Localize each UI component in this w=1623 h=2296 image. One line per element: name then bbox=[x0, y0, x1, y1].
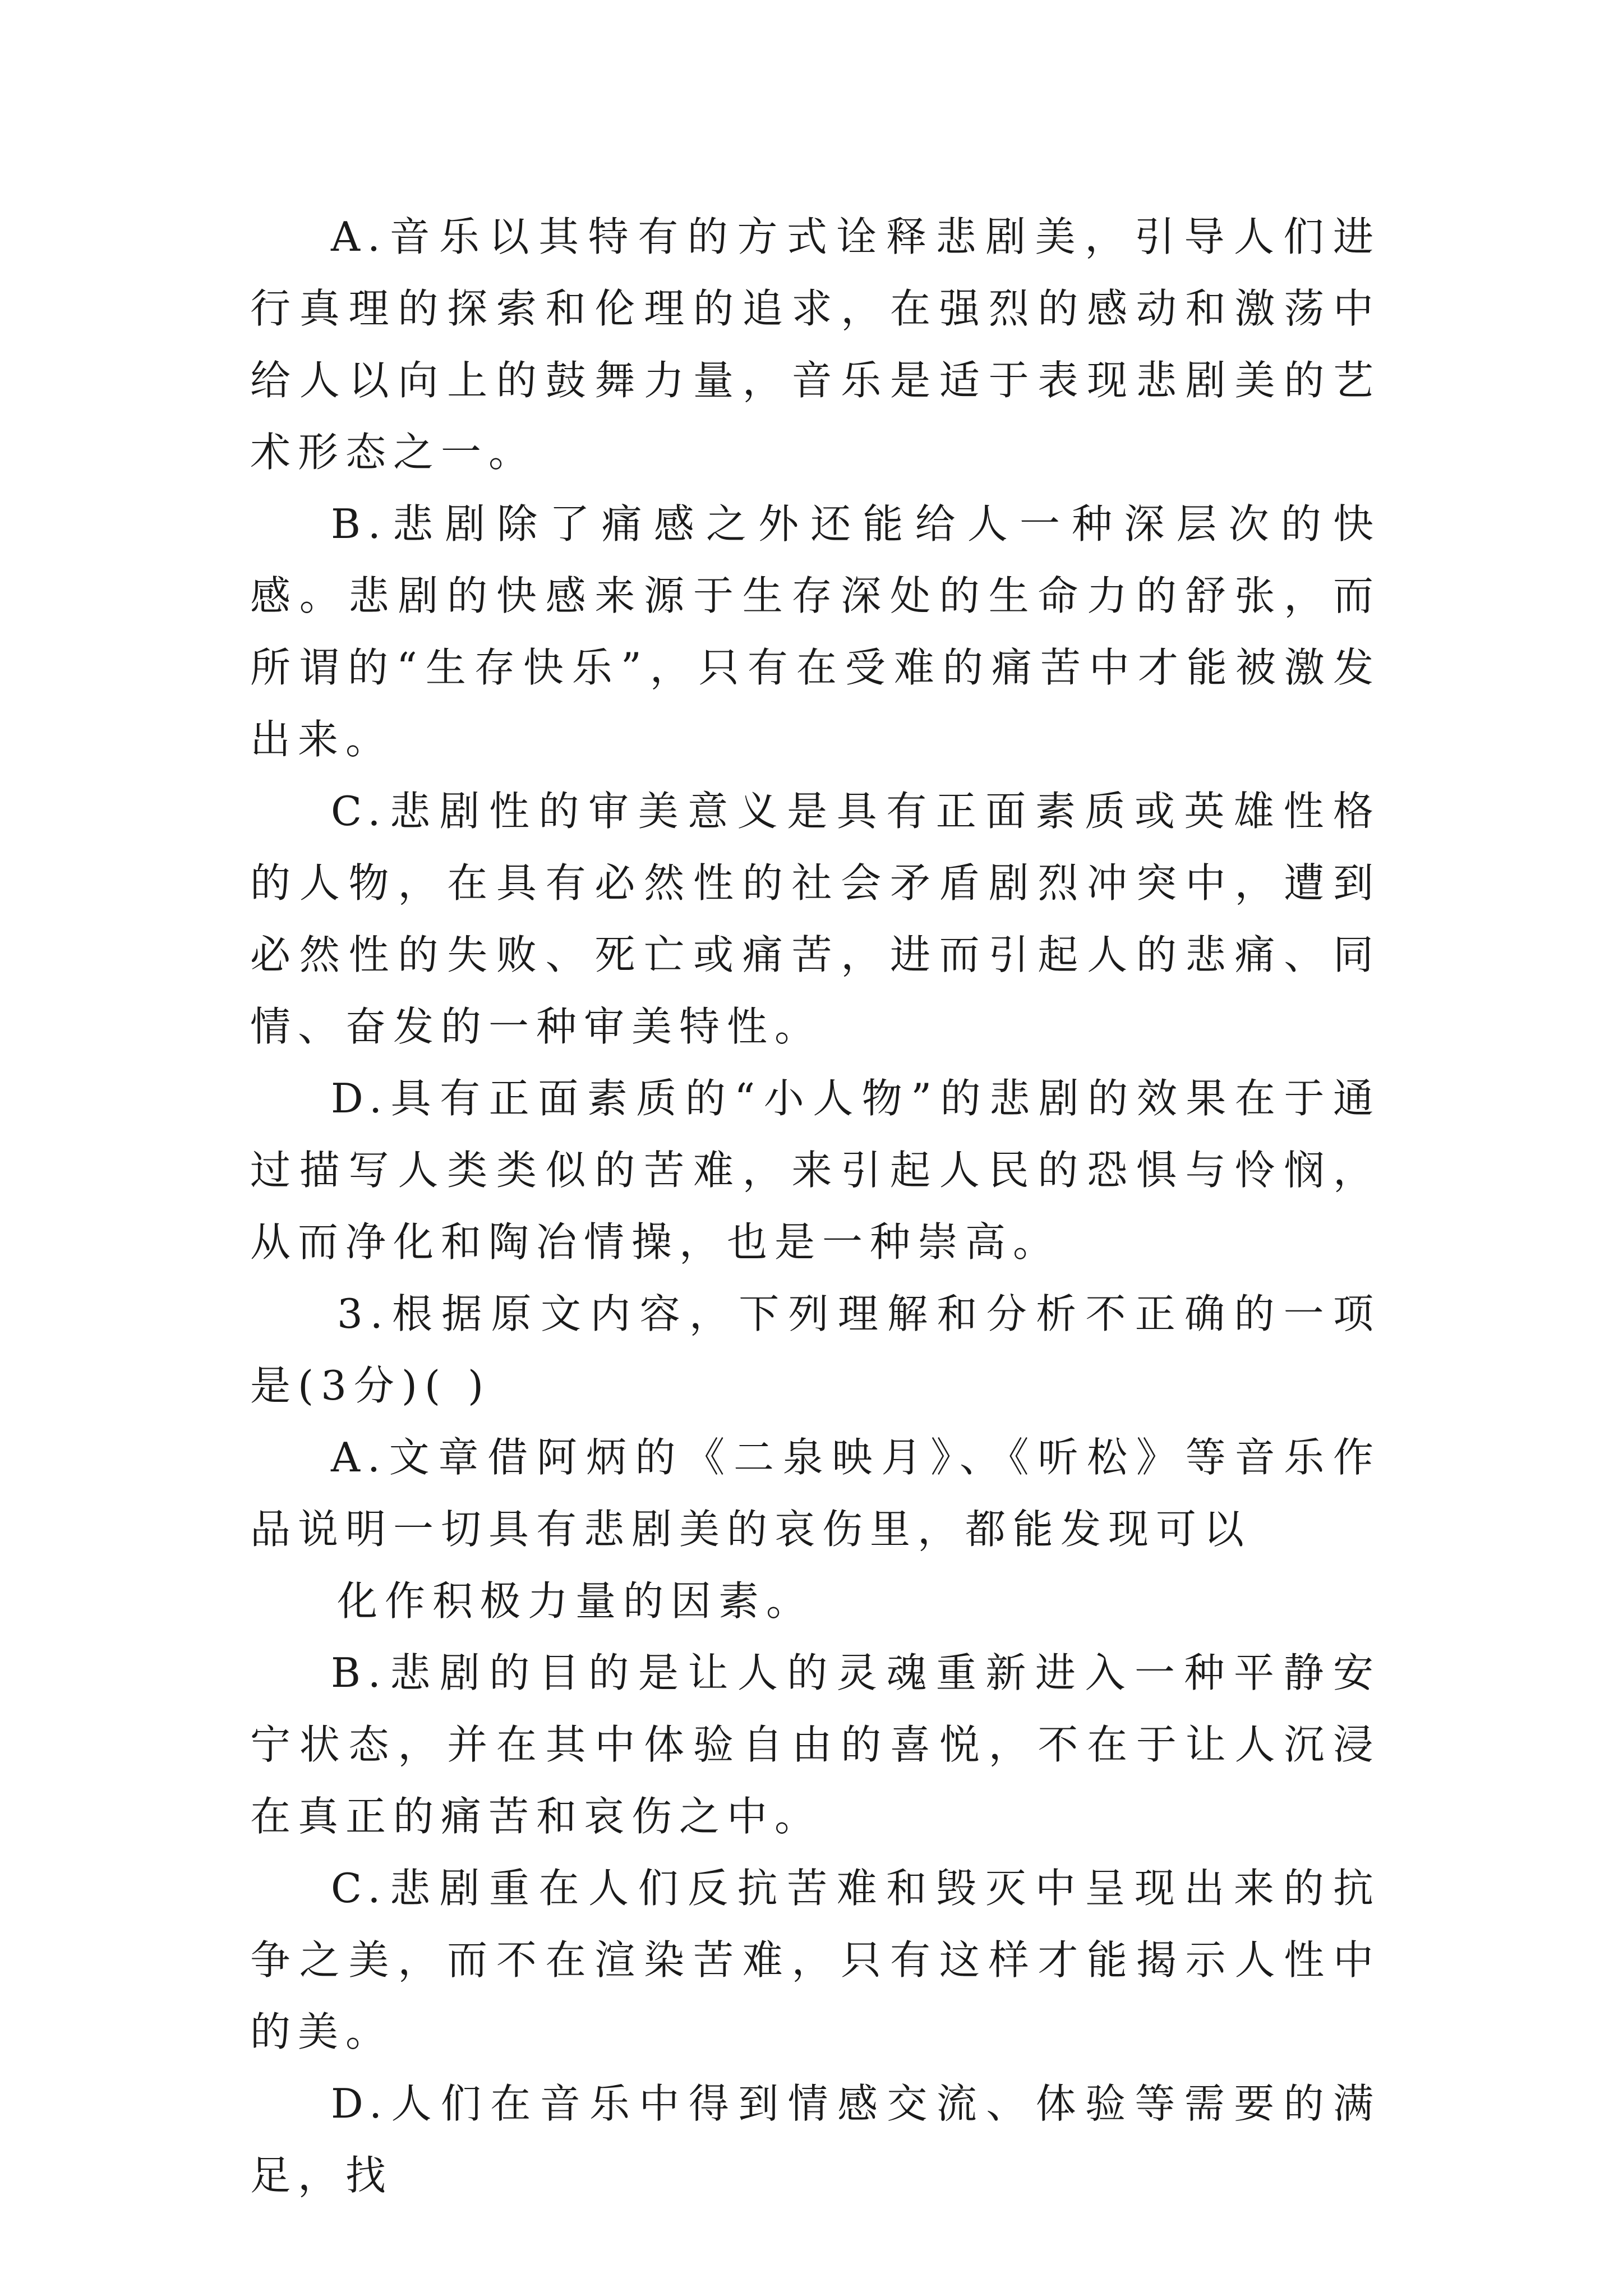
option-paragraph-a: A.音乐以其特有的方式诠释悲剧美，引导人们进行真理的探索和伦理的追求，在强烈的感动和激荡中给人以向上的鼓舞力量，音乐是适于表现悲剧美的艺术形态之一。 bbox=[250, 213, 1381, 476]
document-body bbox=[250, 201, 1381, 2211]
option-paragraph-b: B.悲剧除了痛感之外还能给人一种深层次的快感。悲剧的快感来源于生存深处的生命力的舒张，而所谓的“生存快乐”，只有在受难的痛苦中才能被激发出来。 bbox=[250, 500, 1381, 763]
question-3-option-b: B.悲剧的目的是让人的灵魂重新进入一种平静安宁状态，并在其中体验自由的喜悦，不在于让人沉浸在真正的痛苦和哀伤之中。 bbox=[250, 1649, 1381, 1840]
question-3-option-a-continued: 化作积极力量的因素。 bbox=[337, 1577, 814, 1625]
question-3-option-d: D.人们在音乐中得到情感交流、体验等需要的满足，找 bbox=[250, 2080, 1381, 2199]
question-3-option-c: C.悲剧重在人们反抗苦难和毁灭中呈现出来的抗争之美，而不在渲染苦难，只有这样才能揭示人性中的美。 bbox=[250, 1865, 1381, 2055]
option-paragraph-c: C.悲剧性的审美意义是具有正面素质或英雄性格的人物，在具有必然性的社会矛盾剧烈冲突中，遭到必然性的失败、死亡或痛苦，进而引起人的悲痛、同情、奋发的一种审美特性。 bbox=[250, 788, 1381, 1050]
question-3-option-a: A.文章借阿炳的《二泉映月》、《听松》等音乐作品说明一切具有悲剧美的哀伤里，都能发现可以 bbox=[250, 1434, 1381, 1553]
question-3-stem: 3.根据原文内容，下列理解和分析不正确的一项是(3分)( ) bbox=[250, 1290, 1381, 1409]
option-paragraph-d: D.具有正面素质的“小人物”的悲剧的效果在于通过描写人类类似的苦难，来引起人民的恐惧与怜悯，从而净化和陶冶情操，也是一种崇高。 bbox=[250, 1075, 1381, 1266]
